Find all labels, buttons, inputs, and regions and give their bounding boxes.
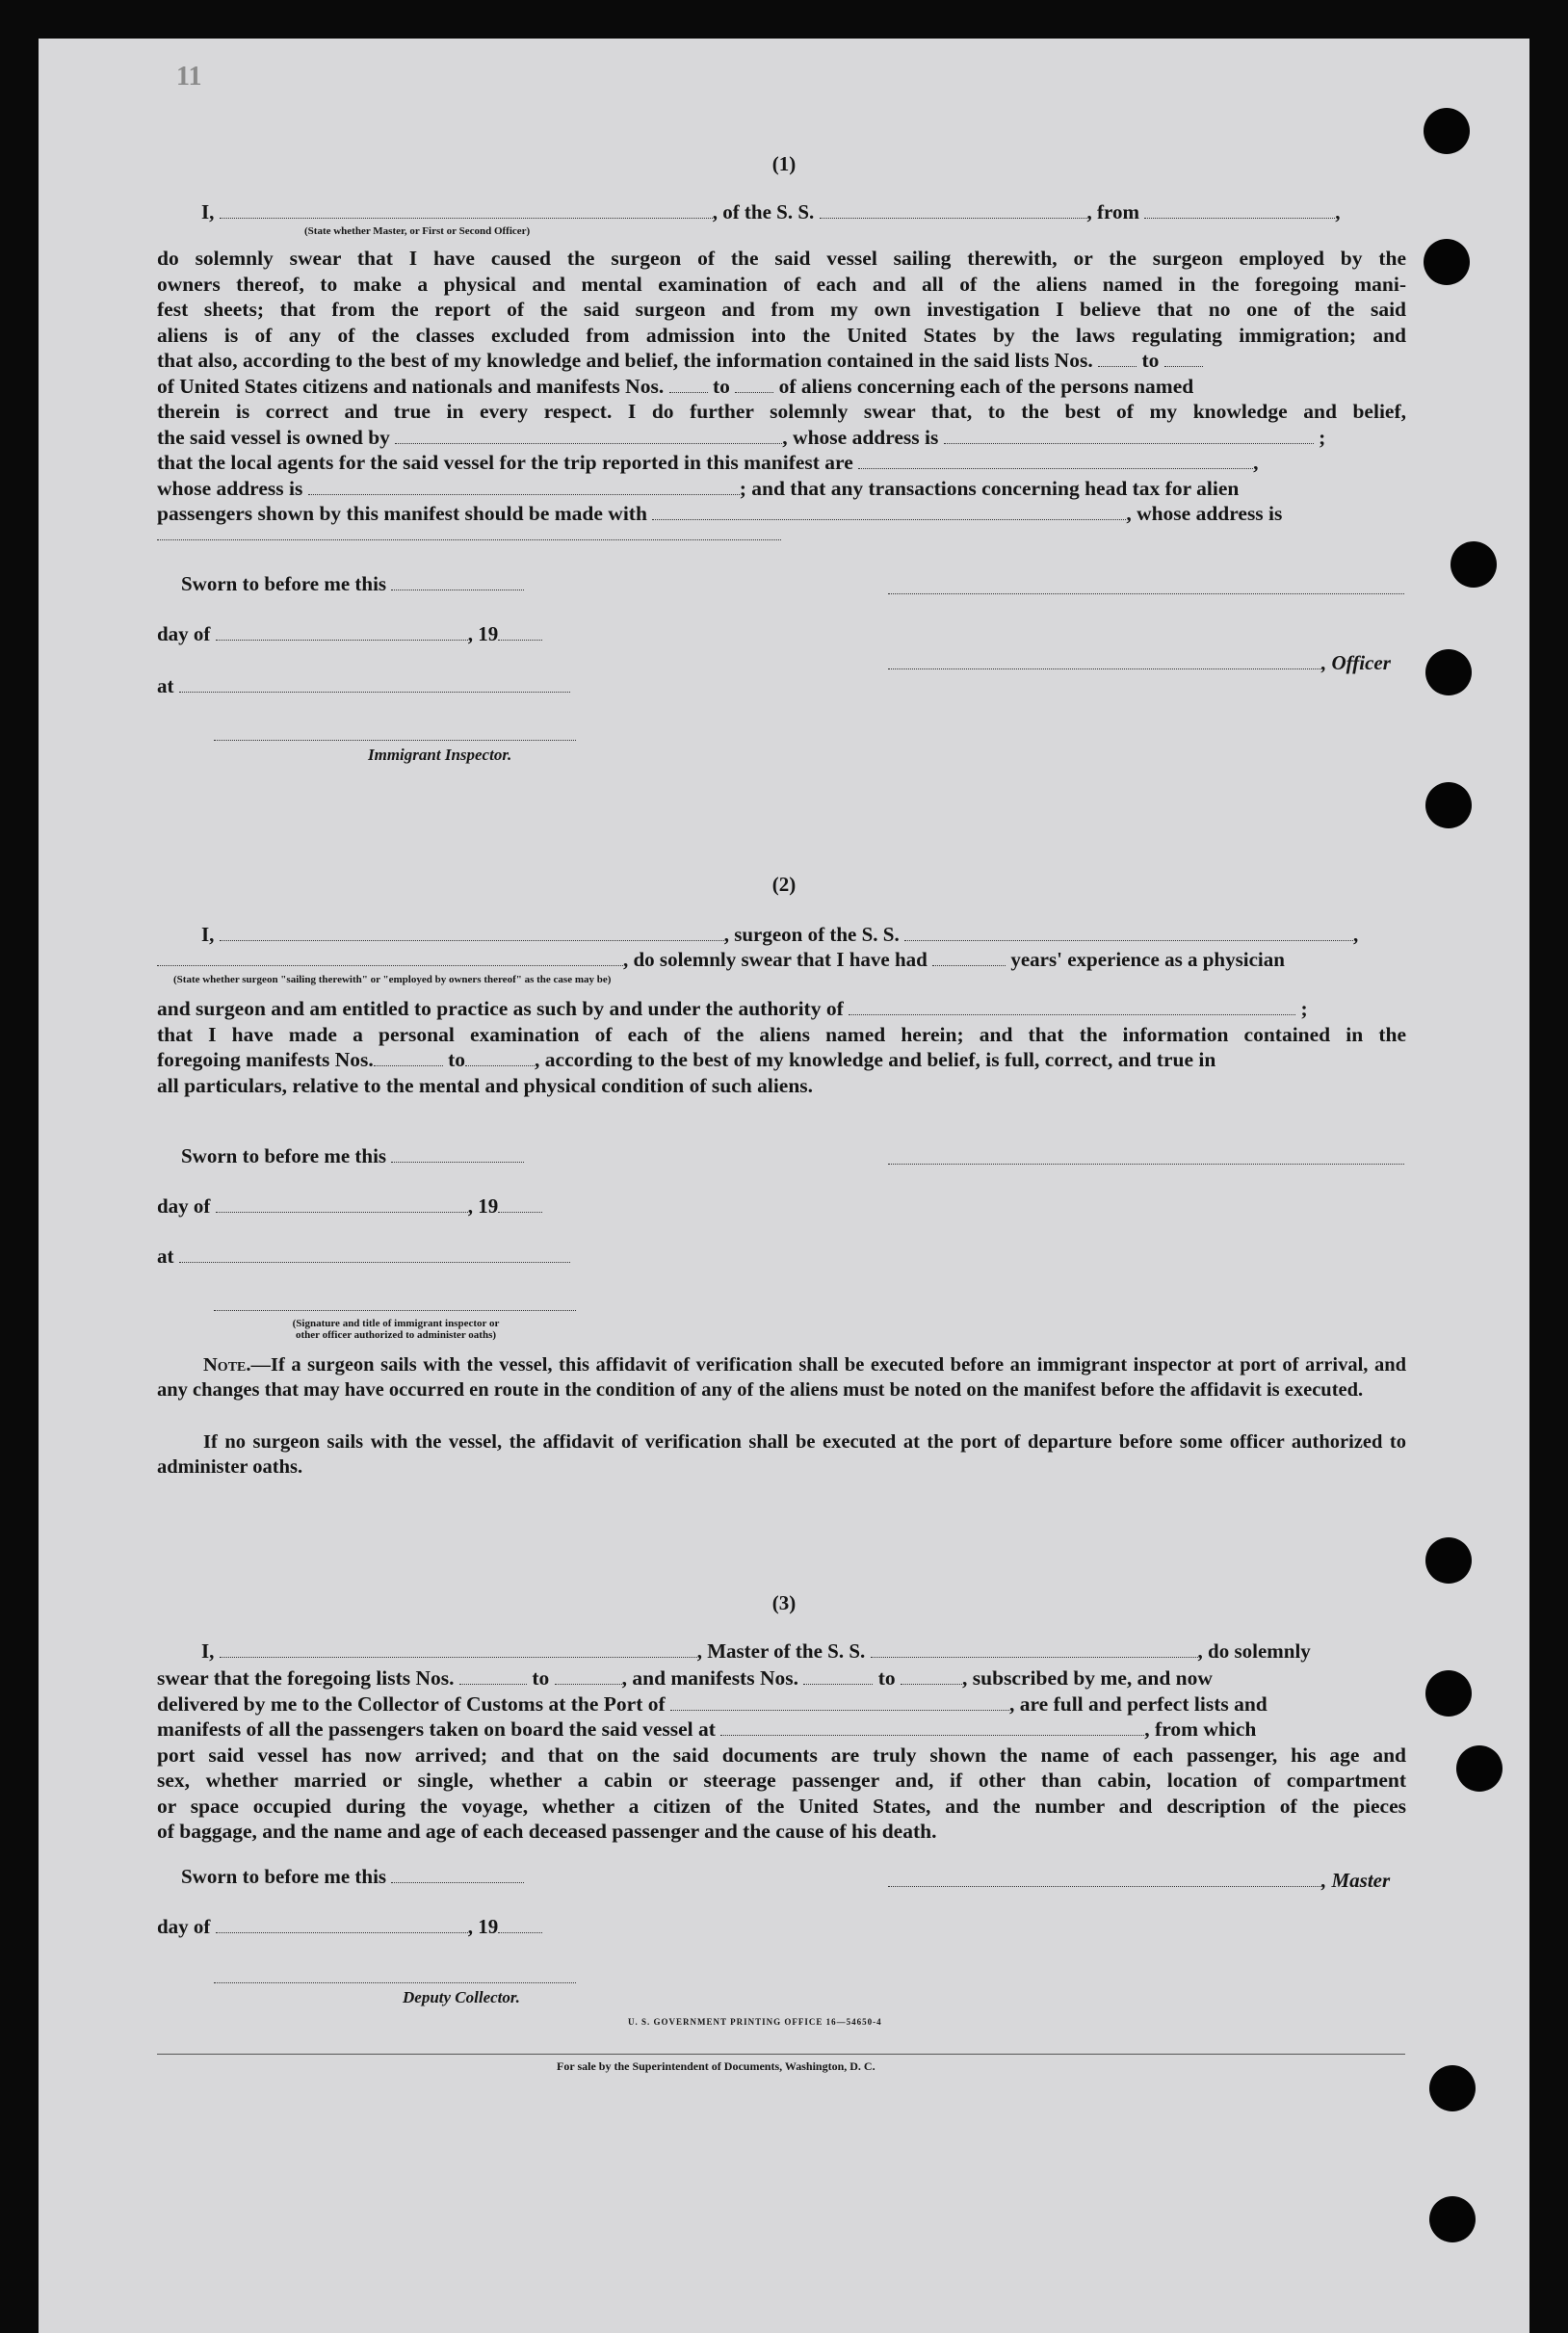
master-manifests-to-field[interactable] — [901, 1667, 962, 1685]
officer-signature: , Officer — [888, 651, 1391, 675]
address-line: whose address is ; and that any transactions concerning head tax for alien — [157, 476, 1240, 500]
agents-field[interactable] — [858, 452, 1253, 469]
master-manifests-from-field[interactable] — [803, 1667, 873, 1685]
for-sale-line: For sale by the Superintendent of Documents, Washington, D. C. — [557, 2059, 875, 2073]
section-2-number: (2) — [771, 873, 797, 896]
surgeon-vessel-field[interactable] — [904, 924, 1353, 941]
surgeon-manifests-to-field[interactable] — [465, 1049, 535, 1066]
text-line: do solemnly swear that I have caused the surgeon of the said vessel sailing therewith, or the surgeon employed by the — [157, 247, 1406, 270]
master-lists-from-field[interactable] — [459, 1667, 527, 1685]
port-line: delivered by me to the Collector of Customs at the Port of , are full and perfect lists and — [157, 1691, 1267, 1716]
note-paragraph: Note.—If a surgeon sails with the vessel, this affidavit of verification shall be executed before an immigrant inspector at port of arrival, and any changes that may have occurred en route in the condition of any of the aliens must be noted on the manifest before the affidavit is executed. — [157, 1354, 1406, 1401]
immigrant-inspector-label: Immigrant Inspector. — [368, 746, 512, 764]
punch-hole — [1429, 2065, 1476, 2111]
lists-to-field[interactable] — [1164, 350, 1203, 367]
surgeon-line-2: , do solemnly swear that I have had years' experience as a physician — [157, 948, 1285, 972]
punch-hole — [1424, 108, 1470, 154]
text-line: port said vessel has now arrived; and that on the said documents are truly shown the name of each passenger, his age and — [157, 1743, 1406, 1767]
page-mark: 11 — [176, 62, 202, 92]
owner-field[interactable] — [395, 426, 782, 443]
collector-signature-field[interactable] — [214, 1982, 576, 1983]
at-1: at — [157, 674, 570, 698]
text-line: of baggage, and the name and age of each deceased passenger and the cause of his death. — [157, 1820, 937, 1843]
head-tax-party-field[interactable] — [652, 503, 1126, 520]
section-1-body — [157, 246, 1406, 527]
sworn-3: Sworn to before me this — [181, 1865, 524, 1889]
day-of-3: day of , 19 — [157, 1915, 542, 1939]
departure-port-field[interactable] — [720, 1718, 1144, 1736]
officer-name-field[interactable] — [220, 201, 713, 219]
officer-caption: (State whether Master, or First or Second Officer) — [304, 225, 531, 237]
text-line: sex, whether married or single, whether a cabin or steerage passenger and, if other than cabin, location of compartment — [157, 1769, 1406, 1792]
signature-caption: (Signature and title of immigrant inspector or other officer authorized to administer oaths) — [292, 1318, 500, 1341]
lists-line-3: swear that the foregoing lists Nos. to , and manifests Nos. to , subscribed by me, and now — [157, 1666, 1213, 1690]
punch-hole — [1425, 1670, 1472, 1717]
vessel-name-field[interactable] — [820, 201, 1087, 219]
month-field-3[interactable] — [216, 1916, 468, 1933]
punch-hole — [1429, 2196, 1476, 2242]
year-field-2[interactable] — [498, 1195, 542, 1213]
manifests-line: foregoing manifests Nos. to , according to the best of my knowledge and belief, is full, correct, and true in — [157, 1048, 1216, 1071]
sworn-day-field-3[interactable] — [391, 1866, 524, 1883]
section-3-number: (3) — [771, 1591, 797, 1614]
master-signature: , Master — [888, 1869, 1390, 1893]
section-3-body — [157, 1665, 1406, 1845]
month-field-2[interactable] — [216, 1195, 468, 1213]
day-of-1: day of , 19 — [157, 622, 542, 646]
owner-address-field[interactable] — [944, 426, 1314, 443]
master-signature-field[interactable] — [888, 1870, 1321, 1887]
text-line: owners thereof, to make a physical and mental examination of each and all of the aliens named in the foregoing mani- — [157, 272, 1406, 296]
inspector-signature-field-2[interactable] — [214, 1310, 576, 1311]
lists-line: that also, according to the best of my knowledge and belief, the information contained in the said lists Nos. to — [157, 348, 1406, 374]
footer-rule — [157, 2054, 1405, 2055]
sworn-day-field-2[interactable] — [391, 1145, 524, 1163]
manifests-from-field[interactable] — [669, 375, 708, 392]
sworn-2: Sworn to before me this — [181, 1144, 524, 1168]
citizens-line: of United States citizens and nationals and manifests Nos. to of aliens concerning each of the persons named — [157, 374, 1194, 398]
master-line-1: I, , Master of the S. S. , do solemnly — [201, 1639, 1311, 1663]
deputy-collector-label: Deputy Collector. — [403, 1988, 520, 2006]
surgeon-caption: (State whether surgeon "sailing therewith" or "employed by owners thereof" as the case may be) — [173, 974, 612, 985]
surgeon-status-field[interactable] — [157, 949, 623, 966]
punch-hole — [1425, 782, 1472, 828]
year-field[interactable] — [498, 623, 542, 641]
master-lists-to-field[interactable] — [555, 1667, 622, 1685]
punch-hole — [1424, 239, 1470, 285]
note-paragraph-2: If no surgeon sails with the vessel, the affidavit of verification shall be executed at the port of departure before some officer authorized to administer oaths. — [157, 1431, 1406, 1478]
oath-line-1: I, , of the S. S. , from , — [201, 200, 1341, 223]
master-name-field[interactable] — [220, 1640, 697, 1658]
taken-on-board-line: manifests of all the passengers taken on board the said vessel at , from which — [157, 1717, 1257, 1741]
master-vessel-field[interactable] — [871, 1640, 1198, 1658]
section-2-body — [157, 996, 1406, 1098]
day-of-2: day of , 19 — [157, 1194, 542, 1219]
at-2: at — [157, 1245, 570, 1269]
years-experience-field[interactable] — [932, 949, 1006, 966]
passengers-line: passengers shown by this manifest should be made with , whose address is — [157, 502, 1283, 525]
agents-line: that the local agents for the said vessel for the trip reported in this manifest are , — [157, 451, 1259, 474]
sworn-1: Sworn to before me this — [181, 572, 524, 596]
authority-line: and surgeon and am entitled to practice as such by and under the authority of ; — [157, 997, 1308, 1020]
owned-line: the said vessel is owned by , whose address is ; — [157, 425, 1326, 449]
place-field[interactable] — [179, 675, 570, 693]
sworn-day-field[interactable] — [391, 573, 524, 590]
month-field[interactable] — [216, 623, 468, 641]
punch-hole — [1425, 649, 1472, 695]
year-field-3[interactable] — [498, 1916, 542, 1933]
text-line: therein is correct and true in every respect. I do further solemnly swear that, to the best of my knowledge and belief, — [157, 400, 1406, 423]
inspector-signature-field[interactable] — [214, 740, 576, 741]
port-field[interactable] — [670, 1692, 1009, 1710]
punch-hole — [1425, 1537, 1472, 1584]
agents-address-field[interactable] — [308, 477, 740, 494]
signature-line-1[interactable] — [888, 593, 1404, 594]
surgeon-name-field[interactable] — [220, 924, 724, 941]
place-field-2[interactable] — [179, 1245, 570, 1263]
text-line: fest sheets; that from the report of the said surgeon and from my own investigation I believe that no one of the said — [157, 298, 1406, 321]
lists-from-field[interactable] — [1098, 350, 1137, 367]
surgeon-signature-field[interactable] — [888, 1164, 1404, 1165]
punch-hole — [1450, 541, 1497, 588]
punch-hole — [1456, 1745, 1503, 1792]
authority-field[interactable] — [849, 998, 1295, 1015]
text-line: or space occupied during the voyage, whether a citizen of the United States, and the number and description of the pieces — [157, 1794, 1406, 1818]
from-port-field[interactable] — [1144, 201, 1335, 219]
officer-signature-field[interactable] — [888, 652, 1321, 669]
surgeon-line-1: I, , surgeon of the S. S. , — [201, 923, 1359, 946]
manifests-to-field[interactable] — [735, 375, 773, 392]
text-line: all particulars, relative to the mental and physical condition of such aliens. — [157, 1073, 814, 1097]
surgeon-manifests-from-field[interactable] — [374, 1049, 443, 1066]
text-line: aliens is of any of the classes excluded from admission into the United States by the laws regulating immigration; and — [157, 323, 1406, 347]
printing-office: U. S. GOVERNMENT PRINTING OFFICE 16—54650-4 — [628, 2017, 882, 2027]
text-line: that I have made a personal examination of each of the aliens named herein; and that the information contained in the — [157, 1022, 1406, 1046]
head-tax-address-field[interactable] — [157, 539, 781, 540]
section-1-number: (1) — [771, 152, 797, 175]
